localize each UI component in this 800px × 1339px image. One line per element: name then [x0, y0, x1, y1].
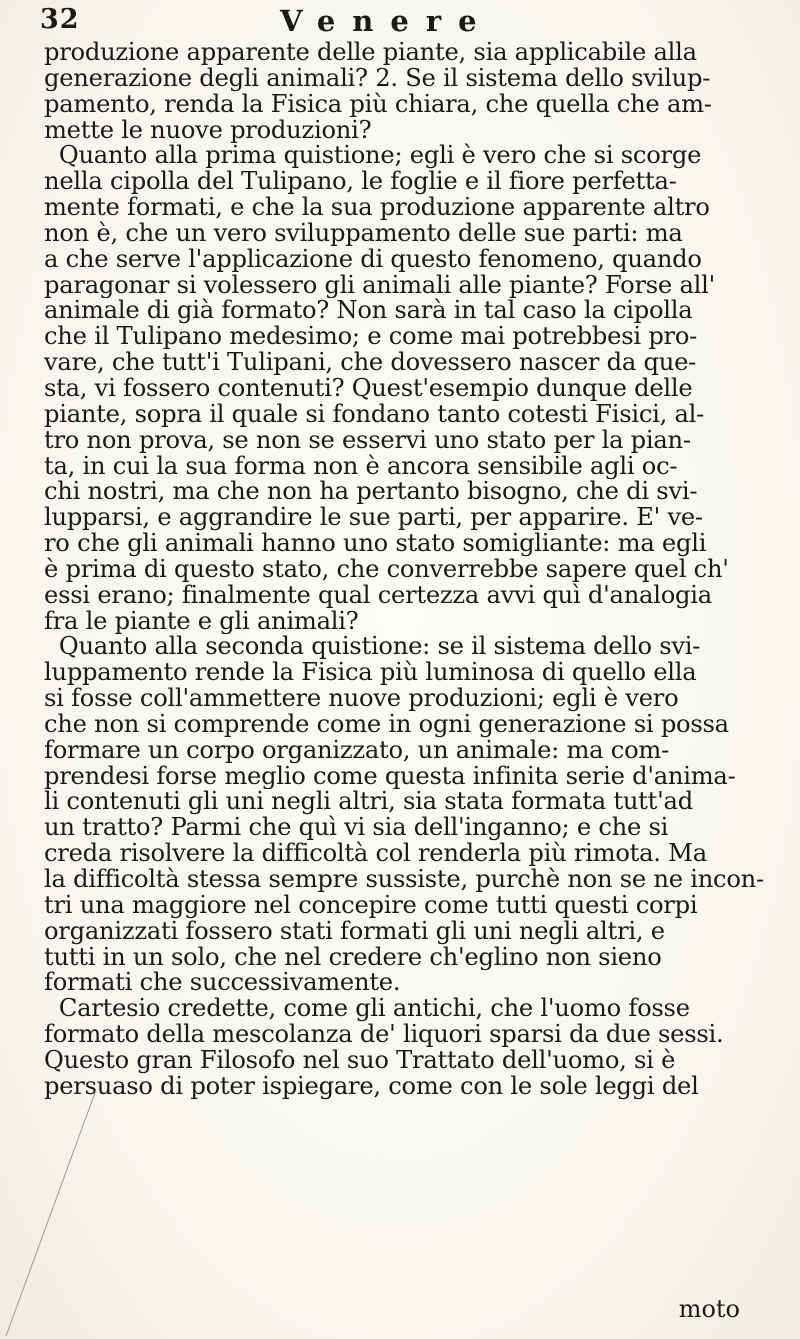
- text-line: formare un corpo organizzato, un animale: ma com-: [44, 737, 669, 764]
- text-line: che il Tulipano medesimo; e come mai potrebbesi pro-: [44, 324, 698, 351]
- text-line: li contenuti gli uni negli altri, sia stata formata tutt'ad: [44, 789, 693, 816]
- text-line: mente formati, e che la sua produzione apparente altro: [44, 195, 710, 221]
- text-line: a che serve l'applicazione di questo fenomeno, quando: [44, 246, 702, 273]
- text-line: sta, vi fossero contenuti? Quest'esempio dunque delle: [44, 375, 693, 402]
- text-line: tro non prova, se non se esservi uno stato per la pian-: [44, 427, 691, 454]
- text-line: prendesi forse meglio come questa infinita serie d'anima-: [44, 763, 736, 790]
- text-line: organizzati fossero stati formati gli uni negli altri, e: [44, 918, 665, 945]
- text-line: mette le nuove produzioni?: [44, 117, 372, 144]
- text-line: tri una maggiore nel concepire come tutti questi corpi: [44, 892, 698, 919]
- text-line: formato della mescolanza de' liquori sparsi da due sessi.: [44, 1022, 724, 1048]
- catchword: moto: [678, 1295, 740, 1323]
- page-number: 32: [40, 4, 80, 35]
- body-text: [44, 40, 772, 1100]
- text-line: ro che gli animali hanno uno stato somigliante: ma egli: [44, 531, 707, 557]
- text-line: un tratto? Parmi che quì vi sia dell'inganno; e che si: [44, 815, 669, 842]
- text-line: ta, in cui la sua forma non è ancora sensibile agli oc-: [44, 453, 678, 480]
- text-line: generazione degli animali? 2. Se il sistema dello svilup-: [44, 65, 711, 92]
- text-line: nella cipolla del Tulipano, le foglie e il fiore perfetta-: [44, 169, 677, 196]
- text-line: che non si comprende come in ogni generazione si possa: [44, 711, 729, 738]
- text-line: piante, sopra il quale si fondano tanto cotesti Fisici, al-: [44, 401, 705, 428]
- text-line: fra le piante e gli animali?: [44, 608, 359, 635]
- margin-pencil-mark: [0, 1090, 100, 1339]
- text-line: animale di già formato? Non sarà in tal caso la cipolla: [44, 298, 693, 325]
- text-line: la difficoltà stessa sempre sussiste, purchè non se ne incon-: [44, 867, 764, 893]
- text-line: paragonar si volessero gli animali alle piante? Forse all': [44, 272, 715, 299]
- text-line: luppamento rende la Fisica più luminosa di quello ella: [44, 660, 697, 687]
- running-title: Venere: [280, 4, 494, 38]
- text-line: Cartesio credette, come gli antichi, che l'uomo fosse: [44, 996, 690, 1023]
- text-line: vare, che tutt'i Tulipani, che dovessero nascer da que-: [44, 350, 697, 376]
- text-line: è prima di questo stato, che converrebbe sapere quel ch': [44, 556, 729, 583]
- text-line: persuaso di poter ispiegare, come con le sole leggi del: [44, 1073, 699, 1100]
- text-line: Quanto alla prima quistione; egli è vero che si scorge: [44, 143, 702, 170]
- text-line: lupparsi, e aggrandire le sue parti, per apparire. E' ve-: [44, 505, 703, 532]
- text-line: formati che successivamente.: [44, 970, 401, 997]
- text-line: Quanto alla seconda quistione: se il sistema dello svi-: [44, 634, 701, 661]
- page-header: [40, 4, 760, 40]
- text-line: non è, che un vero sviluppamento delle sue parti: ma: [44, 220, 683, 247]
- text-line: creda risolvere la difficoltà col renderla più rimota. Ma: [44, 841, 707, 867]
- text-line: tutti in un solo, che nel credere ch'eglino non sieno: [44, 944, 662, 971]
- text-line: Questo gran Filosofo nel suo Trattato dell'uomo, si è: [44, 1047, 676, 1074]
- text-line: si fosse coll'ammettere nuove produzioni; egli è vero: [44, 686, 679, 712]
- text-line: pamento, renda la Fisica più chiara, che quella che am-: [44, 91, 712, 118]
- text-line: produzione apparente delle piante, sia applicabile alla: [44, 40, 697, 66]
- text-line: chi nostri, ma che non ha pertanto bisogno, che di svi-: [44, 479, 698, 506]
- text-line: essi erano; finalmente qual certezza avvi quì d'analogia: [44, 582, 712, 609]
